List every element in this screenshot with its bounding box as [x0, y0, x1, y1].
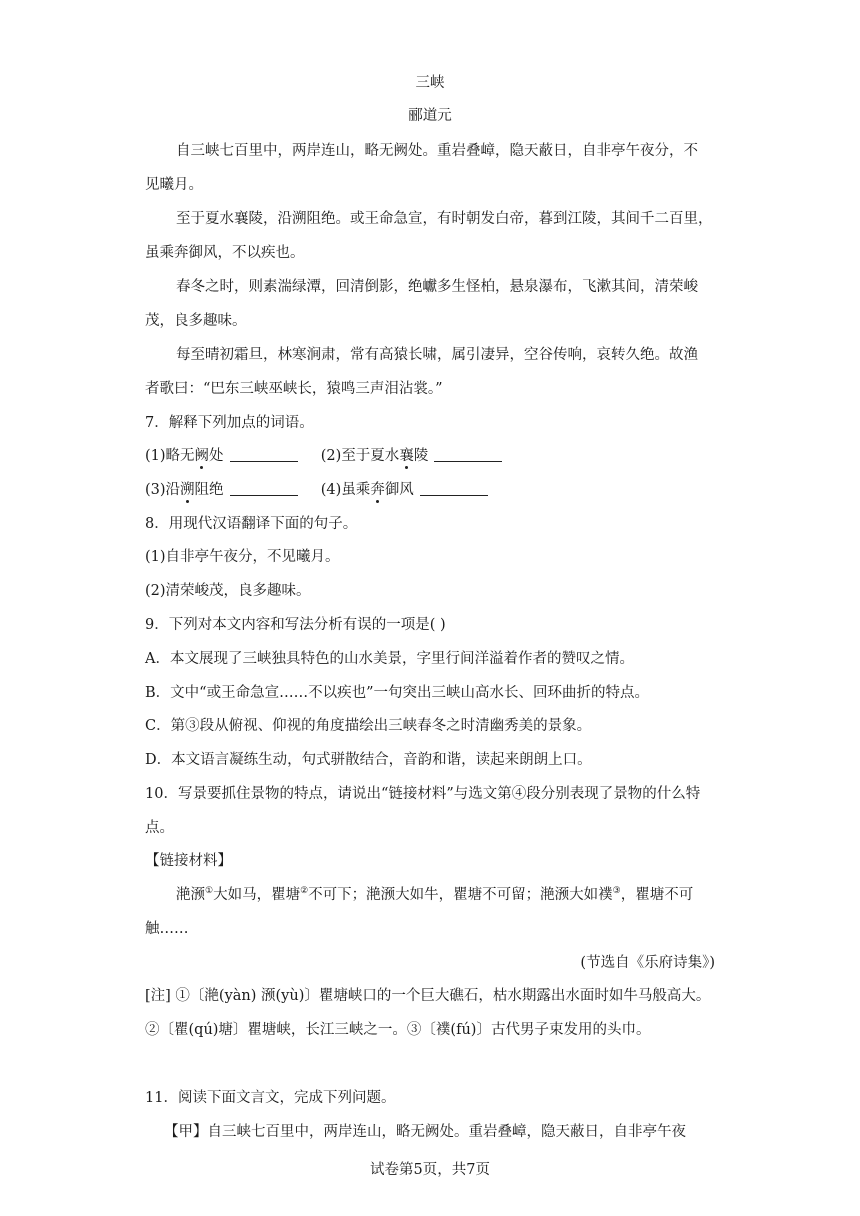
passage-paragraph-1-line-2: 见曦月。 [145, 177, 203, 193]
link-material-source: (节选自《乐府诗集》) [580, 955, 715, 971]
dotted-word: 襄 [399, 448, 414, 464]
q7-item-3: (3)沿溯阻绝 [145, 482, 224, 498]
passage-paragraph-3-line-1: 春冬之时，则素湍绿潭，回清倒影，绝巘多生怪柏，悬泉瀑布，飞漱其间，清荣峻 [176, 279, 698, 295]
passage-paragraph-1-line-1: 自三峡七百里中，两岸连山，略无阙处。重岩叠嶂，隐天蔽日，自非亭午夜分，不 [176, 143, 698, 159]
link-material-label: 【链接材料】 [145, 853, 232, 869]
passage-paragraph-3-line-2: 茂，良多趣味。 [145, 313, 247, 329]
question-9-option-c: C．第③段从俯视、仰视的角度描绘出三峡春冬之时清幽秀美的景象。 [145, 718, 592, 734]
passage-paragraph-4-line-2: 者歌曰：“巴东三峡巫峡长，猿鸣三声泪沾裳。” [145, 381, 443, 397]
link-material-line-2: 触…… [145, 921, 189, 937]
question-7-row-2 [145, 480, 488, 500]
passage-title: 三峡 [415, 75, 445, 91]
question-8-stem: 8．用现代汉语翻译下面的句子。 [145, 516, 358, 532]
passage-paragraph-4-line-1: 每至晴初霜旦，林寒涧肃，常有高猿长啸，属引凄异，空谷传响，哀转久绝。故渔 [176, 347, 698, 363]
dotted-word: 阙 [194, 448, 210, 464]
answer-blank[interactable] [420, 481, 488, 496]
q7-item-4: (4)虽乘奔御风 [320, 482, 414, 498]
annotation-line-1: [注] ①〔滟(yàn) 滪(yù)〕瞿塘峡口的一个巨大礁石，枯水期露出水面时如牛马般高大。 [145, 988, 711, 1004]
page-footer: 试卷第5页，共7页 [370, 1162, 490, 1178]
link-material-line-1: 滟滪①大如马，瞿塘②不可下；滟滪大如牛，瞿塘不可留；滟滪大如襆③，瞿塘不可 [176, 886, 694, 903]
question-11-passage-jia: 【甲】自三峡七百里中，两岸连山，略无阙处。重岩叠嶂，隐天蔽日，自非亭午夜 [164, 1124, 686, 1140]
question-7-stem: 7．解释下列加点的词语。 [145, 415, 314, 431]
passage-author: 郦道元 [408, 108, 452, 124]
answer-blank[interactable] [230, 447, 298, 462]
q7-item-2: (2)至于夏水襄陵 [320, 448, 429, 464]
question-8-sentence-1: (1)自非亭午夜分，不见曦月。 [145, 549, 340, 565]
answer-blank[interactable] [230, 481, 298, 496]
footnote-marker: ③ [612, 886, 621, 896]
passage-paragraph-2-line-2: 虽乘奔御风，不以疾也。 [145, 245, 305, 261]
q7-item-1: (1)略无阙处 [145, 448, 224, 464]
dotted-word: 溯 [180, 482, 195, 498]
answer-blank[interactable] [434, 447, 502, 462]
footnote-marker: ① [205, 886, 214, 896]
question-10-stem-line-2: 点。 [145, 820, 174, 836]
question-11-stem: 11．阅读下面文言文，完成下列问题。 [145, 1090, 396, 1106]
question-9-stem: 9．下列对本文内容和写法分析有误的一项是( ) [145, 617, 446, 633]
question-9-option-a: A．本文展现了三峡独具特色的山水美景，字里行间洋溢着作者的赞叹之情。 [145, 651, 634, 667]
passage-paragraph-2-line-1: 至于夏水襄陵，沿溯阻绝。或王命急宣，有时朝发白帝，暮到江陵，其间千二百里， [176, 211, 713, 227]
dotted-word: 奔 [370, 482, 385, 498]
footnote-marker: ② [300, 886, 309, 896]
annotation-line-2: ②〔瞿(qú)塘〕瞿塘峡，长江三峡之一。③〔襆(fú)〕古代男子束发用的头巾。 [145, 1022, 651, 1038]
question-10-stem-line-1: 10．写景要抓住景物的特点，请说出“链接材料”与选文第④段分别表现了景物的什么特 [145, 786, 701, 802]
question-7-row-1 [145, 446, 502, 466]
question-8-sentence-2: (2)清荣峻茂，良多趣味。 [145, 583, 311, 599]
question-9-option-b: B．文中“或王命急宣……不以疾也”一句突出三峡山高水长、回环曲折的特点。 [145, 685, 649, 701]
question-9-option-d: D．本文语言凝练生动，句式骈散结合，音韵和谐，读起来朗朗上口。 [145, 752, 592, 768]
